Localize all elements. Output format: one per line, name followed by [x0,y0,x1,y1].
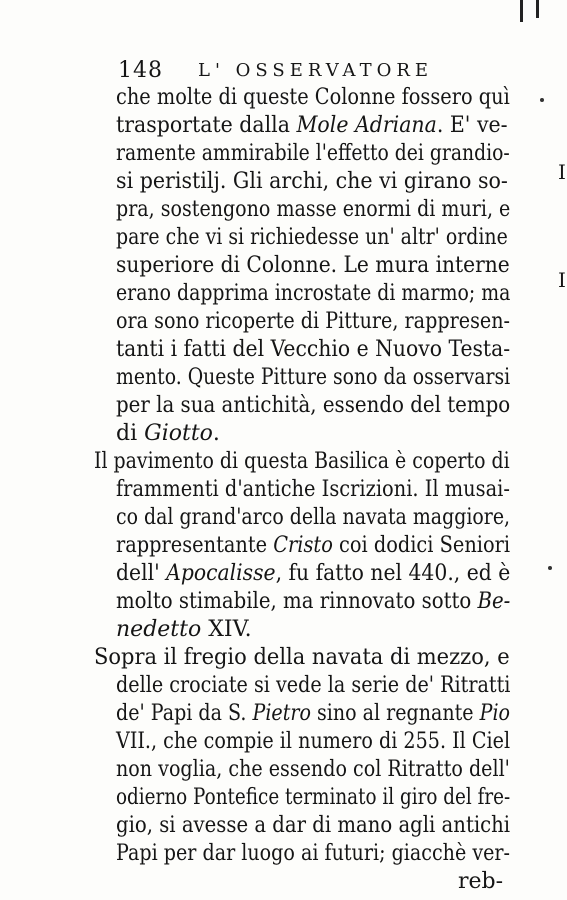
text-span: Sopra il fregio della navata di mezzo, e [94,645,510,670]
text-line [116,84,510,112]
text-span: per la sua antichità, essendo del tempo [116,393,511,418]
text-span: XIV. [201,617,252,642]
text-span: odierno Pontefice terminato il giro del fre- [116,785,511,810]
text-line [116,476,510,504]
text-span: de' Papi da S. [116,701,253,726]
text-line [116,560,510,588]
text-line [116,252,510,280]
text-line [116,112,508,140]
margin-mark: I [558,268,566,292]
italic-span: Apocalisse [166,561,276,586]
text-span: non voglia, che essendo col Ritratto dell' [116,757,510,782]
edge-speck [548,566,552,570]
edge-shadow [520,0,523,22]
text-line [116,532,510,560]
edge-speck [540,98,544,102]
text-span: Il pavimento di questa Basilica è coperto di [94,449,510,474]
text-line [116,756,510,784]
text-line [116,588,510,616]
text-line [116,224,508,252]
text-line [116,840,510,868]
text-span: che molte di queste Colonne fossero quì [116,85,510,110]
text-span: trasportate dalla [116,113,297,138]
text-span: molto stimabile, ma rinnovato sotto [116,589,478,614]
page-number: 148 [118,58,163,83]
text-line [116,784,510,812]
text-line [116,140,510,168]
text-line [94,644,510,672]
text-span: si peristilj. Gli archi, che vi girano so- [116,169,508,194]
text-span: coi dodici Seniori [332,533,511,558]
italic-span: nedetto [116,617,202,642]
text-span: frammenti d'antiche Iscrizioni. Il musai- [116,477,510,502]
text-span: rappresentante [116,533,274,558]
text-span: . [212,421,220,446]
text-line [116,364,510,392]
text-span: erano dapprima incrostate di marmo; ma [116,281,511,306]
italic-span: Be- [477,589,511,614]
text-line [116,616,252,644]
text-line [116,168,508,196]
text-line [116,812,510,840]
text-line [116,308,510,336]
text-span: ramente ammirabile l'effetto dei grandio- [116,141,510,166]
text-line [94,448,510,476]
text-span: pra, sostengono masse enormi di muri, e [116,197,511,222]
text-span: pare che vi si richiedesse un' altr' ordine [116,225,508,250]
text-line [116,336,510,364]
text-span: mento. Queste Pitture sono da osservarsi [116,365,511,390]
text-span: ora sono ricoperte di Pitture, rappresen- [116,309,511,334]
italic-span: Mole Adriana [296,113,437,138]
text-line [116,392,510,420]
text-line [116,196,510,224]
italic-span: Pio [479,701,511,726]
text-span: tanti i fatti del Vecchio e Nuovo Testa- [116,337,511,362]
text-span: VII., che compie il numero di 255. Il Ciel [116,729,511,754]
text-line [116,280,510,308]
italic-span: Giotto [144,421,213,446]
text-line [458,868,503,896]
edge-shadow [536,0,539,18]
text-line [116,672,510,700]
text-span: Papi per dar luogo ai futuri; giacchè ver- [116,841,511,866]
text-span: . E' ve- [436,113,508,138]
text-line [116,728,510,756]
text-line [116,504,510,532]
text-line [116,700,510,728]
italic-span: Pietro [252,701,311,726]
italic-span: Cristo [273,533,333,558]
text-span: reb- [458,869,504,894]
margin-mark: I [558,160,566,184]
text-span: di [116,421,145,446]
text-span: co dal grand'arco della navata maggiore, [116,505,511,530]
text-span: , fu fatto nel 440., ed è [275,561,511,586]
text-span: superiore di Colonne. Le mura interne [116,253,510,278]
text-span: sino al regnante [310,701,480,726]
text-span: gio, si avesse a dar di mano agli antichi [116,813,511,838]
text-span: dell' [116,561,167,586]
text-span: delle crociate si vede la serie de' Ritratti [116,673,511,698]
text-line [116,420,220,448]
running-head: L' OSSERVATORE [198,60,434,81]
